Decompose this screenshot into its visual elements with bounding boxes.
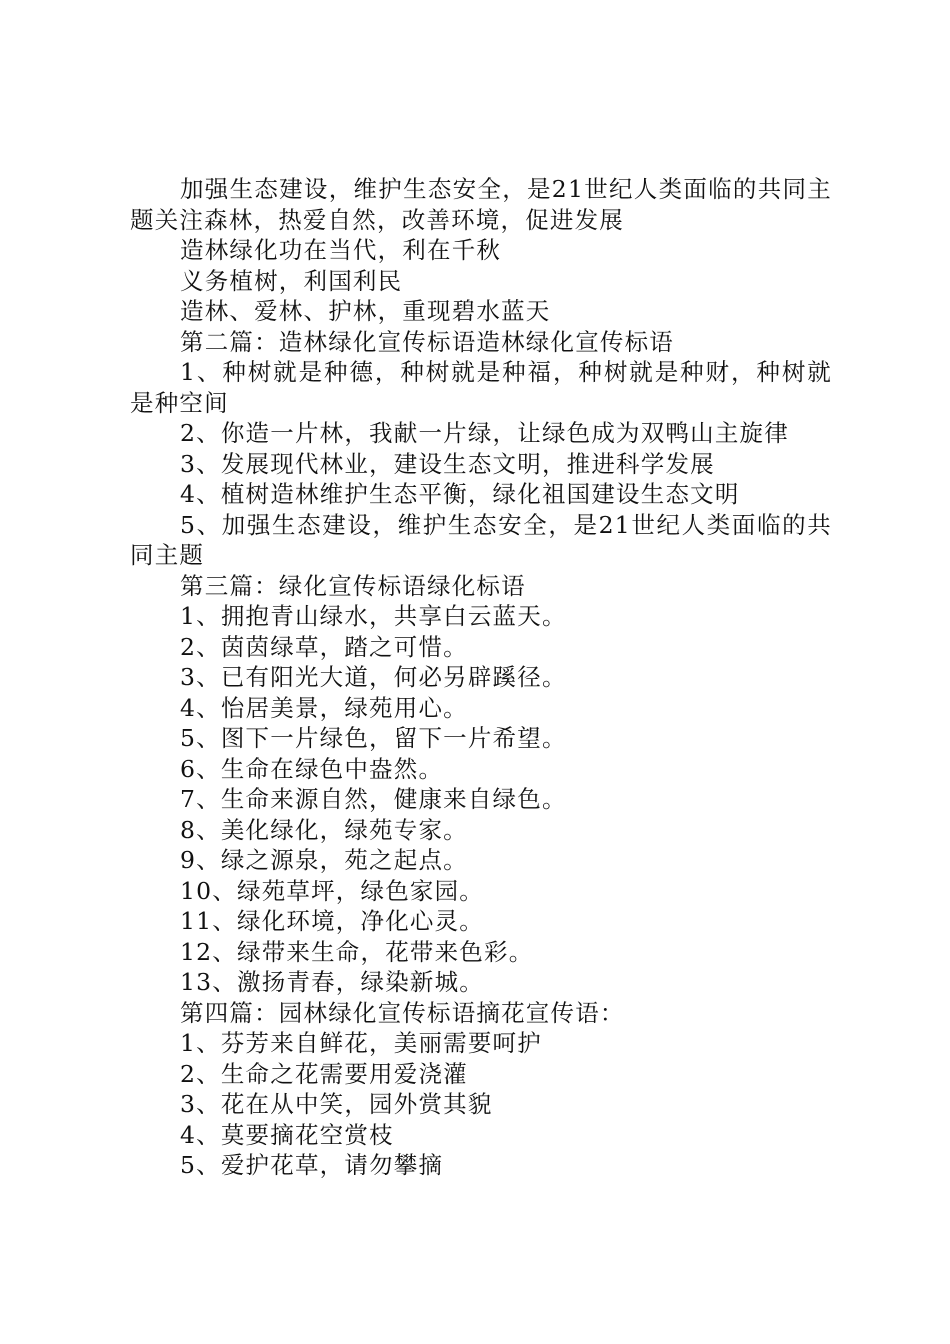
list-item: 13、激扬青春，绿染新城。	[180, 968, 485, 996]
paragraph: 造林绿化功在当代，利在千秋	[180, 236, 502, 264]
document-body	[130, 174, 832, 1181]
list-item: 3、发展现代林业，建设生态文明，推进科学发展	[180, 449, 715, 478]
list-item: 11、绿化环境，净化心灵。	[180, 907, 485, 935]
paragraph: 造林、爱林、护林，重现碧水蓝天	[180, 297, 551, 325]
section-heading: 第四篇：园林绿化宣传标语摘花宣传语：	[180, 998, 625, 1027]
list-item: 6、生命在绿色中盎然。	[180, 754, 444, 783]
section-heading: 第三篇：绿化宣传标语绿化标语	[180, 571, 526, 600]
section-heading: 第二篇：造林绿化宣传标语造林绿化宣传标语	[180, 327, 674, 356]
list-item: 2、生命之花需要用爱浇灌	[180, 1059, 468, 1088]
list-item: 1、芬芳来自鲜花，美丽需要呵护	[180, 1029, 542, 1057]
list-item: 3、花在从中笑，园外赏其貌	[180, 1090, 493, 1118]
list-item: 4、莫要摘花空赏枝	[180, 1120, 394, 1149]
list-item: 8、美化绿化，绿苑专家。	[180, 815, 468, 844]
list-item: 1、拥抱青山绿水，共享白云蓝天。	[180, 602, 567, 630]
list-item: 4、植树造林维护生态平衡，绿化祖国建设生态文明	[180, 480, 740, 508]
list-item: 9、绿之源泉，苑之起点。	[180, 846, 468, 874]
list-item: 1、种树就是种德，种树就是种福，种树就是种财，种树就是种空间	[130, 358, 832, 417]
list-item: 10、绿苑草坪，绿色家园。	[180, 876, 485, 905]
list-item: 5、加强生态建设，维护生态安全，是21世纪人类面临的共同主题	[130, 510, 832, 569]
list-item: 5、爱护花草，请勿攀摘	[180, 1151, 444, 1179]
list-item: 4、怡居美景，绿苑用心。	[180, 693, 468, 722]
paragraph-intro: 加强生态建设，维护生态安全，是21世纪人类面临的共同主题关注森林，热爱自然，改善环境，促进发展	[130, 175, 832, 234]
list-item: 2、茵茵绿草，踏之可惜。	[180, 632, 468, 661]
list-item: 2、你造一片林，我献一片绿，让绿色成为双鸭山主旋律	[180, 419, 789, 447]
list-item: 5、图下一片绿色，留下一片希望。	[180, 724, 567, 752]
paragraph: 义务植树，利国利民	[180, 266, 403, 295]
list-item: 3、已有阳光大道，何必另辟蹊径。	[180, 663, 567, 691]
list-item: 12、绿带来生命，花带来色彩。	[180, 937, 534, 966]
list-item: 7、生命来源自然，健康来自绿色。	[180, 785, 567, 813]
